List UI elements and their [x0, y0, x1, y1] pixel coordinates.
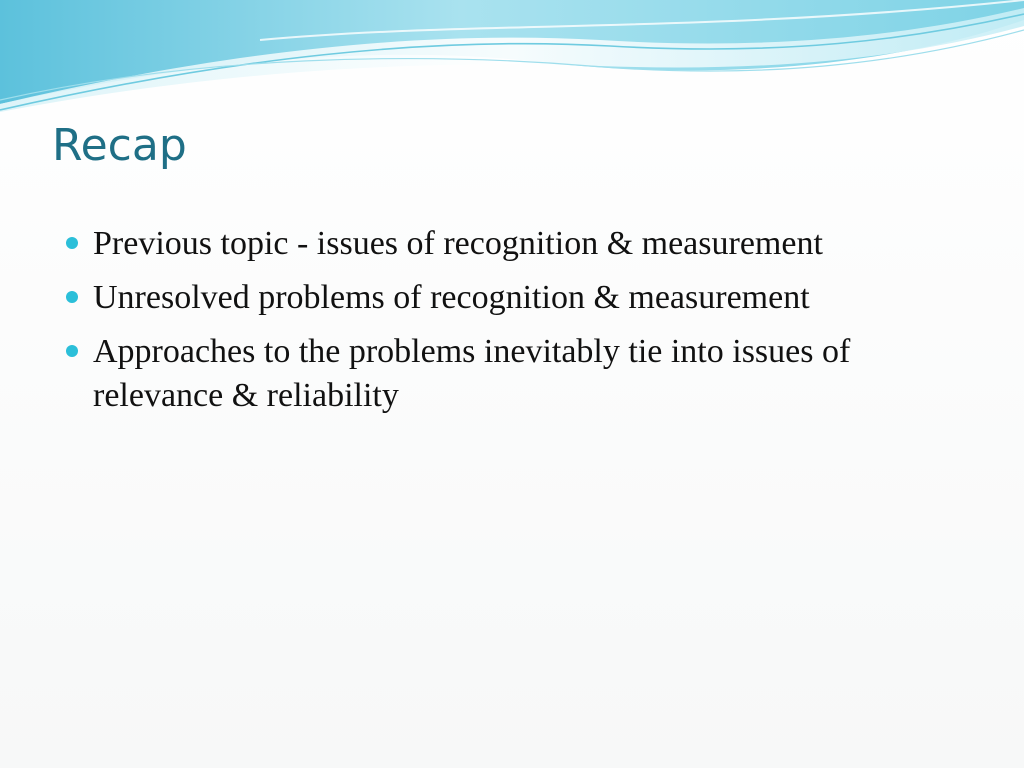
bullet-text: Approaches to the problems inevitably tie into issues of relevance & reliability [93, 333, 851, 414]
bullet-text: Unresolved problems of recognition & measurement [93, 279, 810, 316]
bullet-text: Previous topic - issues of recognition & measurement [93, 225, 823, 262]
bullet-dot-icon [66, 345, 78, 357]
bullet-item [66, 330, 966, 418]
header-wave-decoration [0, 0, 1024, 120]
bullet-item [66, 276, 966, 320]
bullet-item [66, 222, 966, 266]
bullet-list [66, 222, 966, 428]
bullet-dot-icon [66, 237, 78, 249]
bullet-dot-icon [66, 291, 78, 303]
slide-title: Recap [52, 120, 187, 171]
